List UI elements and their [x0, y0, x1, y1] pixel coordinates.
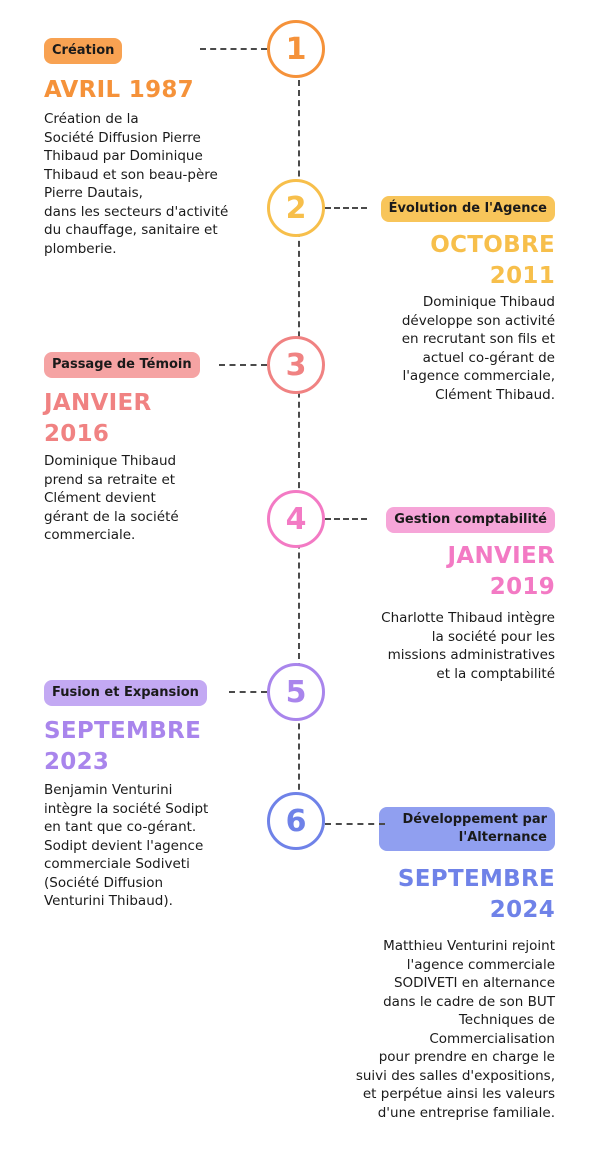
- connector-6: [325, 823, 385, 825]
- milestone-4-date: JANVIER 2019: [447, 543, 555, 600]
- milestone-4-circle: [267, 490, 325, 548]
- milestone-2-circle: [267, 179, 325, 237]
- milestone-1-description: Création de la Société Diffusion Pierre Thibaud par Dominique Thibaud et son beau-père Pierre Dautais, dans les secteurs d'activité du chauffage, sanitaire et plomberie.: [44, 111, 229, 257]
- milestone-5-description: Benjamin Venturini intègre la société Sodipt en tant que co-gérant. Sodipt devient l'agence commerciale Sodiveti (Société Diffusion Venturini Thibaud).: [44, 782, 209, 909]
- milestone-2-badge: Évolution de l'Agence: [381, 196, 555, 222]
- milestone-2-date: OCTOBRE 2011: [430, 232, 555, 289]
- milestone-5-number: 5: [285, 674, 307, 710]
- milestone-6-badge: Développement par l'Alternance: [379, 807, 555, 851]
- connector-2: [325, 207, 367, 209]
- milestone-3-circle: [267, 336, 325, 394]
- milestone-4-number: 4: [285, 501, 307, 537]
- milestone-6-circle: [267, 792, 325, 850]
- milestone-5-badge: Fusion et Expansion: [44, 680, 207, 706]
- milestone-4-badge: Gestion comptabilité: [386, 507, 555, 533]
- connector-3: [219, 364, 267, 366]
- milestone-1-date: AVRIL 1987: [44, 77, 194, 103]
- milestone-3-badge: Passage de Témoin: [44, 352, 200, 378]
- milestone-2-description: Dominique Thibaud développe son activité en recrutant son fils et actuel co-gérant de l'agence commerciale, Clément Thibaud.: [401, 294, 555, 403]
- connector-4: [325, 518, 367, 520]
- milestone-1-number: 1: [285, 31, 307, 67]
- milestone-1-badge: Création: [44, 38, 122, 64]
- connector-1: [200, 48, 267, 50]
- connector-5: [229, 691, 267, 693]
- milestone-1-circle: [267, 20, 325, 78]
- milestone-3-number: 3: [285, 347, 307, 383]
- milestone-3-date: JANVIER 2016: [44, 390, 152, 447]
- milestone-2-number: 2: [285, 190, 307, 226]
- milestone-5-date: SEPTEMBRE 2023: [44, 718, 202, 775]
- milestone-6-number: 6: [285, 803, 307, 839]
- milestone-4-description: Charlotte Thibaud intègre la société pour les missions administratives et la comptabilité: [381, 610, 555, 682]
- milestone-5-circle: [267, 663, 325, 721]
- milestone-6-description: Matthieu Venturini rejoint l'agence commerciale SODIVETI en alternance dans le cadre de son BUT Techniques de Commercialisation pour prendre en charge le suivi des salles d'expositions, et perpétue ainsi les valeurs d'une entreprise familiale.: [355, 938, 555, 1121]
- milestone-3-description: Dominique Thibaud prend sa retraite et Clément devient gérant de la société commerciale.: [44, 453, 179, 543]
- milestone-6-date: SEPTEMBRE 2024: [397, 866, 555, 923]
